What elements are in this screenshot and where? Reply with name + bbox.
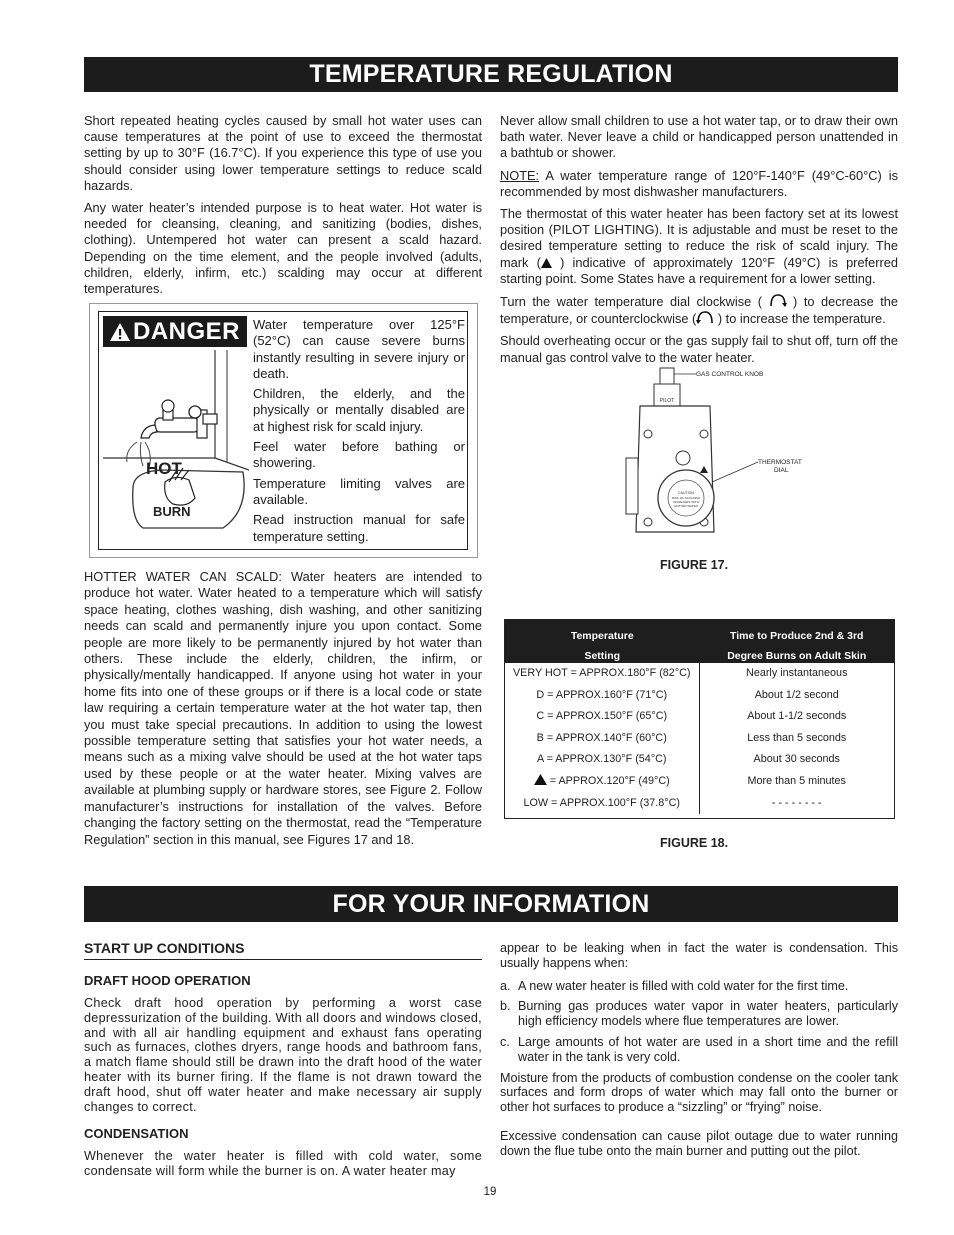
table-row: LOW = APPROX.100°F (37.8°C) [523,796,681,809]
fig17-caution-title: CAUTION [678,491,694,495]
section-banner-for-your-information: FOR YOUR INFORMATION [84,886,898,922]
header-time-line2: Degree Burns on Adult Skin [727,650,867,662]
fig17-dial-label: DIAL [774,467,789,474]
section-banner-temperature-regulation: TEMPERATURE REGULATION [84,57,898,92]
table-row: - - - - - - - - [771,796,822,809]
draft-hood-block [84,996,482,1120]
table-column-setting [505,663,700,814]
list-marker: b. [500,999,511,1014]
paragraph-children-warning: Never allow small children to use a hot water tap, or to draw their own bath water. Never leave a child or handicapped person unattended in a bathtub or shower. [500,113,898,161]
fig17-dial-label: THERMOSTAT [758,459,802,466]
table-row: VERY HOT = APPROX.180°F (82°C) [512,667,691,679]
paragraph-dial-direction [500,293,898,327]
list-text: A new water heater is filled with cold water for the first time. [518,978,849,993]
counterclockwise-arrow-icon [696,310,714,324]
paragraph-leaking: appear to be leaking when in fact the water is condensation. This usually happens when: [500,941,898,970]
fig17-caution-line: RISK OF SCALDING [671,496,701,500]
list-marker: c. [500,1034,510,1049]
condensation-block [84,1149,482,1185]
figure-17-caption: FIGURE 17. [660,558,729,572]
scald-time-table [504,619,895,819]
start-up-heading: START UP CONDITIONS [84,940,245,956]
list-item [500,979,898,994]
list-item [500,999,898,1029]
danger-item: Water temperature over 125°F (52°C) can cause severe burns instantly resulting in severe injury or death. [253,317,465,381]
danger-label: DANGER [133,318,241,345]
paragraph-overheating: Should overheating occur or the gas supply fail to shut off, turn off the manual gas control valve to the water heater. [500,333,898,365]
scald-illustration [103,350,249,546]
left-column-scald [84,569,482,854]
danger-item: Children, the elderly, and the physically or mentally disabled are at highest risk for scald injury. [253,386,465,434]
danger-text-block [253,317,465,549]
table-row: D = APPROX.160°F (71°C) [536,688,668,701]
gas-control-valve-icon [610,362,840,552]
list-text: Burning gas produces water vapor in water heaters, particularly high efficiency models where flue temperatures are lower. [518,999,898,1029]
condensation-text: Whenever the water heater is filled with cold water, some condensate will form while the burner is on. A water heater may [84,1149,482,1178]
danger-tag [103,316,247,347]
list-item [500,1035,898,1065]
paragraph-intended-purpose: Any water heater’s intended purpose is to heat water. Hot water is needed for cleansing, cleaning, and sanitizing (bodies, dishes, clothing). Untempered hot water can present a scald hazard. Depending on the time element, and the people involved (adults, children, elderly, infirm, etc.) scalding may occur at different temperatures. [84,200,482,297]
table-row: About 1-1/2 seconds [747,710,847,723]
table-body [505,663,894,814]
left-column-intro [84,113,482,303]
table-row: C = APPROX.150°F (65°C) [536,710,668,723]
figure-17-gas-control [610,362,840,552]
faucet-hand-icon [103,350,249,546]
triangle-mark-icon [534,774,547,785]
header-setting-line2: Setting [584,650,621,662]
paragraph-heating-cycles: Short repeated heating cycles caused by small hot water uses can cause temperatures at the point of use to exceed the thermostat setting by up to 30°F (16.7°C). If you experience this type of use you should consider using lower temperature settings to reduce scald hazards. [84,113,482,193]
factory-setting-text-b: ) indicative of approximately 120°F (49°C) is preferred starting point. Some States have a requirement for a lower setting. [500,254,898,286]
table-row: About 30 seconds [753,753,840,766]
list-marker: a. [500,978,511,993]
fig17-caution-line: INCREASES WITH [673,500,699,504]
table-row-triangle [505,771,699,793]
header-setting-line1: Temperature [570,630,634,642]
clockwise-arrow-icon [769,293,787,307]
list-text: Large amounts of hot water are used in a short time and the refill water in the tank is very cold. [518,1034,898,1064]
dial-text-b: ) to decrease the temperature, or counterclockwise ( [500,294,898,327]
paragraph-factory-setting [500,206,898,287]
header-time-line1: Time to Produce 2nd & 3rd [730,630,864,642]
condensation-heading: CONDENSATION [84,1126,189,1141]
table-cell: = APPROX.120°F (49°C) [546,774,670,787]
paragraph-moisture: Moisture from the products of combustion condense on the cooler tank surfaces and form drops of water which may fall onto the burner or other hot surfaces to produce a “sizzling” or “frying” noise. [500,1070,898,1115]
page-number: 19 [483,1186,497,1198]
danger-item: Read instruction manual for safe temperature setting. [253,512,465,544]
dial-text-c: ) to increase the temperature. [714,311,886,327]
paragraph-note [500,168,898,200]
table-header-time [700,620,895,663]
table-row: Nearly instantaneous [746,667,848,679]
danger-item: Feel water before bathing or showering. [253,439,465,471]
right-column-condensation [500,941,898,1165]
scald-illustration-hot: HOT [146,459,182,478]
danger-item: Temperature limiting valves are available. [253,475,465,507]
dial-text-a: Turn the water temperature dial clockwise ( [500,294,762,310]
note-text: A water temperature range of 120°F-140°F (49°C-60°C) is recommended by most dishwasher manufacturers. [500,167,898,199]
table-row: More than 5 minutes [747,774,846,787]
right-column-intro [500,113,898,372]
table-row: About 1/2 second [754,688,839,701]
danger-warning-panel [89,303,478,558]
table-row: B = APPROX.140°F (60°C) [536,731,667,744]
note-label: NOTE: [500,167,540,183]
fig17-knob-label: GAS CONTROL KNOB [696,371,764,378]
paragraph-excessive: Excessive condensation can cause pilot outage due to water running down the flue tube onto the main burner and putting out the pilot. [500,1128,898,1158]
table-header [505,620,894,663]
warning-triangle-icon [109,322,131,342]
danger-label-frame [98,311,468,550]
fig17-pilot-label: PILOT [659,398,675,404]
table-column-time [700,663,895,814]
paragraph-hotter-water: HOTTER WATER CAN SCALD: Water heaters are intended to produce hot water. Water heated to a temperature which will satisfy space heating, clothes washing, dish washing, and other sanitizing needs can scald and permanently injure you upon contact. Some people are more likely to be permanently injured by hot water than others. These include the elderly, children, the infirm, or physically/mentally handicapped. If anyone using hot water in your home fits into one of these groups or if there is a local code or state law requiring a certain temperature water at the hot water tap, then you must take special precautions. In addition to using the lowest possible temperature setting that satisfies your hot water needs, a means such as a mixing valve should be used at the hot water taps used by these people or at the water heater. Mixing valves are available at plumbing supply or hardware stores, see Figure 2. Follow manufacturer’s instructions for installation of the valves. Before changing the factory setting on the thermostat, read the “Temperature Regulation” section in this manual, see Figures 17 and 18. [84,569,482,847]
triangle-mark-icon [541,258,552,268]
scald-illustration-burn: BURN [153,504,191,519]
table-row: A = APPROX.130°F (54°C) [536,753,667,766]
draft-hood-heading: DRAFT HOOD OPERATION [84,973,251,988]
heading-rule [84,959,482,960]
factory-setting-text-a: The thermostat of this water heater has been factory set at its lowest position (PILOT LIGHTING). It is adjustable and must be reset to the desired temperature setting to reduce the risk of scald injury. The mark ( [500,206,898,270]
draft-hood-text: Check draft hood operation by performing a worst case depressurization of the building. With all doors and windows closed, and with all air handling equipment and exhaust fans operating such as furnaces, clothes dryers, range hoods and bathroom fans, a match flame should still be drawn into the draft hood of the water heater with its burner firing. If the flame is not drawn toward the draft hood, shut off water heater and make necessary air supply changes to correct. [84,996,482,1114]
fig17-caution-line: HOTTER WATER [674,504,698,508]
figure-18-caption: FIGURE 18. [660,836,729,850]
table-row: Less than 5 seconds [747,731,847,744]
table-header-setting [505,620,700,663]
